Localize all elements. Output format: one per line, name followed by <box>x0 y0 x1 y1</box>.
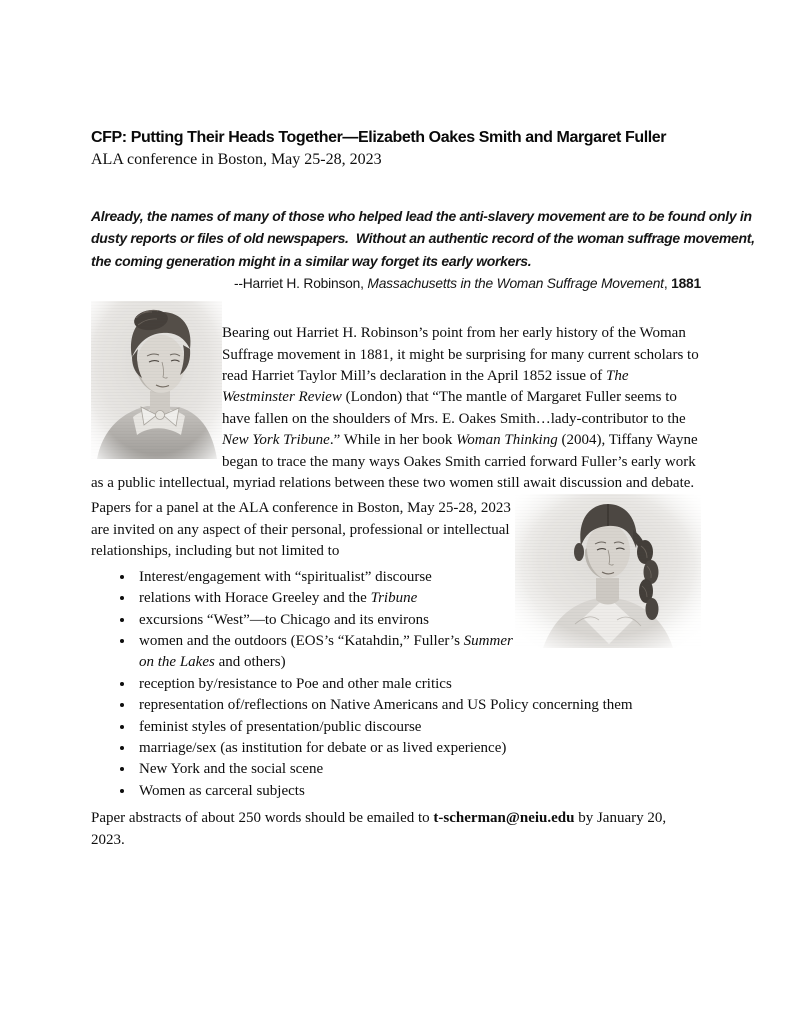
document-content <box>91 301 701 851</box>
page-title: CFP: Putting Their Heads Together—Elizabeth Oakes Smith and Margaret Fuller <box>91 129 667 146</box>
topic-item-excursions-west: • excursions “West”—to Chicago and its environs <box>135 610 701 631</box>
portrait-left-engraving <box>91 301 222 459</box>
woman-ringlets-portrait-image <box>515 494 701 648</box>
epigraph-quote-line-1: Already, the names of many of those who helped lead the anti-slavery movement are to be found only in <box>91 208 752 224</box>
topic-item-new-york-social: • New York and the social scene <box>135 759 701 780</box>
paragraph-panel-invite: Papers for a panel at the ALA conference in Boston, May 25-28, 2023 are invited on any aspect of their personal, professional or intellectual relationships, including but not limited to <box>91 500 511 560</box>
epigraph-quote-line-2: dusty reports or files of old newspapers. Without an authentic record of the woman suffrage movement, <box>91 230 755 247</box>
portrait-right-engraving <box>515 494 701 648</box>
closing-text-pre: Paper abstracts of about 250 words should be emailed to <box>91 810 434 827</box>
closing-text-post: by January 20, 2023. <box>91 810 667 848</box>
epigraph-attribution <box>91 273 701 295</box>
topic-item-native-americans: • representation of/reflections on Native Americans and US Policy concerning them <box>135 695 701 716</box>
woman-bun-portrait-image <box>91 301 222 459</box>
epigraph-quote-line-3: the coming generation might in a similar way forget its early workers. <box>91 252 532 269</box>
topic-item-reception-poe: • reception by/resistance to Poe and other male critics <box>135 674 701 695</box>
attribution-year: 1881 <box>671 276 701 292</box>
document-body <box>91 127 755 851</box>
conference-line: ALA conference in Boston, May 25-28, 2023 <box>91 151 382 168</box>
topic-item-marriage-sex: • marriage/sex (as institution for debate or as lived experience) <box>135 738 701 759</box>
epigraph-quote <box>91 205 755 272</box>
attribution-separator: , <box>663 276 672 292</box>
topic-item-spiritualist: • Interest/engagement with “spiritualist” discourse <box>135 567 701 588</box>
email-address: t-scherman@neiu.edu <box>433 810 575 827</box>
attribution-work-title: Massachusetts in the Woman Suffrage Movement <box>367 276 664 292</box>
paragraph-mantle: Bearing out Harriet H. Robinson’s point from her early history of the Woman Suffrage movement in 1881, it might be surprising for many current scholars to read Harriet Taylor Mill’s declaration in the April 1852 issue of The Westminster Review (London) that “The mantle of Margaret Fuller seems to have fallen on the shoulders of Mrs. E. Oakes Smith…lady-contributor to the New York Tribune.” While in her book Woman Thinking (2004), Tiffany Wayne began to trace the many ways Oakes Smith carried forward Fuller’s early work as a public intellectual, myriad relations between these two women still await discussion and debate. <box>91 325 699 492</box>
topic-item-greeley-tribune: • relations with Horace Greeley and the Tribune <box>135 588 701 609</box>
topic-item-feminist-styles: • feminist styles of presentation/public discourse <box>135 717 701 738</box>
topic-item-carceral-subjects: • Women as carceral subjects <box>135 781 701 802</box>
attribution-author: --Harriet H. Robinson, <box>233 276 368 292</box>
closing-paragraph <box>91 808 697 851</box>
topic-item-women-outdoors: • women and the outdoors (EOS’s “Katahdin,” Fuller’s Summer on the Lakes and others) <box>135 631 701 674</box>
